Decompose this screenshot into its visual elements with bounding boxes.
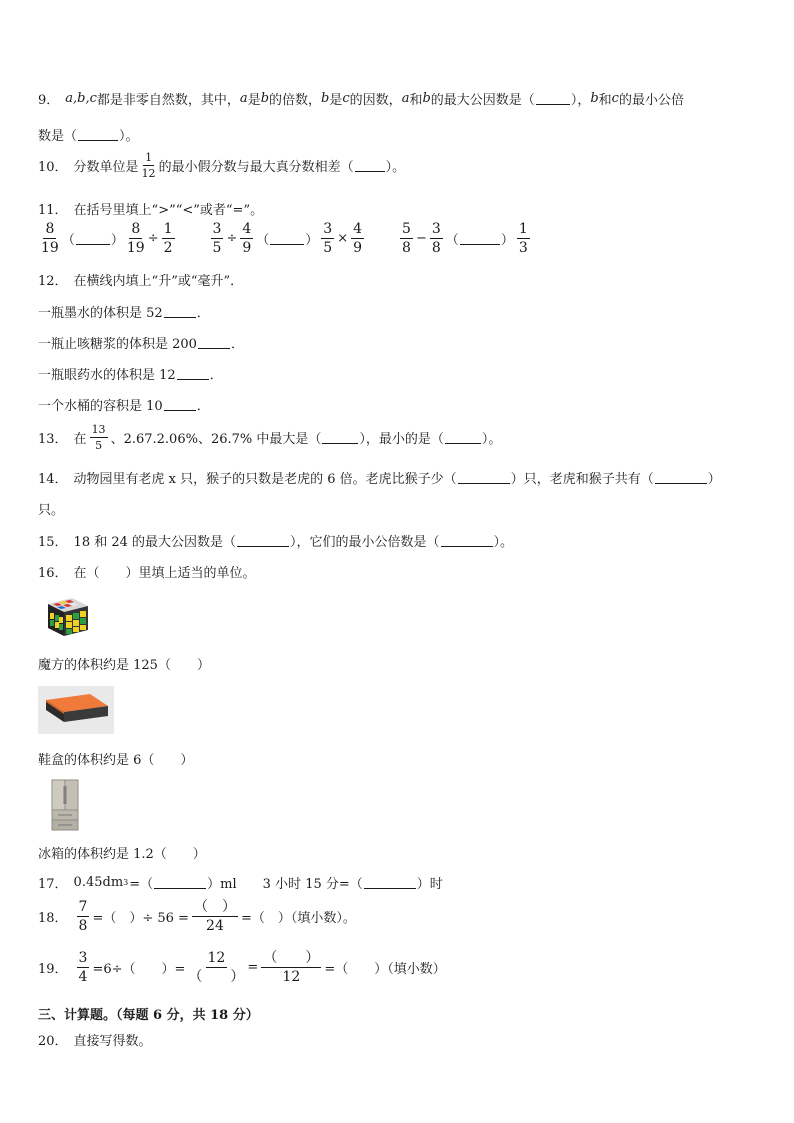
fraction: $\frac{8}{19}$ — [126, 221, 145, 256]
question-9-line2 — [38, 125, 139, 144]
question-9 — [38, 89, 684, 108]
question-11-comparisons — [38, 222, 533, 255]
fraction — [77, 951, 90, 984]
paren: ） — [500, 233, 514, 248]
question-text: 的最大公因数是（ — [430, 93, 535, 108]
question-text: ）。 — [481, 432, 502, 447]
denominator: 12 — [141, 167, 156, 180]
item-text: 冰箱的体积约是 1.2（ ） — [38, 847, 206, 862]
punct: ． — [196, 306, 210, 321]
question-text: ） — [707, 472, 721, 487]
question-16-item-3 — [38, 843, 206, 862]
numerator: 7 — [78, 899, 88, 915]
superscript: 3 — [123, 878, 129, 887]
question-text: 在 — [73, 432, 87, 447]
question-17 — [38, 873, 443, 892]
paren: （ — [445, 233, 459, 248]
answer-blank[interactable] — [364, 876, 416, 889]
item-text: 一瓶墨水的体积是 52 — [38, 306, 163, 321]
question-text: =（ — [129, 877, 154, 892]
answer-blank[interactable] — [270, 232, 304, 245]
question-text: ）。 — [119, 129, 139, 144]
item-text: 鞋盒的体积约是 6（ ） — [38, 753, 194, 768]
question-12 — [38, 270, 243, 289]
fraction: $\frac{5}{8}$ — [402, 221, 411, 256]
fraction: $\frac{1}{2}$ — [163, 221, 173, 256]
answer-blank[interactable] — [198, 336, 230, 349]
question-text: 和 — [409, 93, 423, 108]
fraction — [188, 951, 244, 984]
numerator[interactable]: （ ） — [193, 899, 236, 915]
question-number: 20． — [38, 1034, 68, 1049]
question-11 — [38, 199, 263, 218]
denominator: 12 — [282, 969, 301, 985]
question-number: 9． — [38, 93, 60, 108]
question-text: 的倍数， — [269, 93, 322, 108]
shoe-box-icon — [38, 686, 114, 734]
var-a: a — [239, 91, 248, 106]
paren: （ — [61, 233, 75, 248]
question-text: ）只，老虎和猴子共有（ — [510, 472, 654, 487]
question-12-item-1 — [38, 302, 210, 321]
question-text: =（ ）（填小数）。 — [240, 911, 356, 926]
var-c: c — [611, 91, 619, 106]
fraction — [261, 951, 321, 984]
item-text: 一个水桶的容积是 10 — [38, 399, 163, 414]
denominator: 5 — [95, 439, 103, 452]
answer-blank[interactable] — [76, 232, 110, 245]
question-16-item-2 — [38, 749, 193, 768]
question-13 — [38, 424, 501, 451]
numerator: 12 — [207, 950, 226, 966]
section-3-title — [38, 1004, 259, 1023]
var-b: b — [260, 91, 270, 106]
answer-blank[interactable] — [164, 398, 196, 411]
fraction — [90, 424, 108, 451]
operator: = — [247, 960, 259, 975]
answer-blank[interactable] — [445, 431, 481, 444]
question-text: 0.45dm — [73, 875, 124, 890]
question-text: 18 和 24 的最大公因数是（ — [73, 535, 237, 550]
question-text: 、2.67.2.06%、26.7% 中最大是（ — [110, 432, 322, 447]
question-text: 在（ ）里填上适当的单位。 — [73, 566, 256, 581]
question-text: 是 — [247, 93, 261, 108]
question-text: 的最小公倍 — [618, 93, 684, 108]
question-12-item-2 — [38, 333, 244, 352]
var-c: c — [342, 91, 350, 106]
fraction: $\frac{3}{5}$ — [212, 221, 222, 256]
question-12-item-4 — [38, 395, 210, 414]
answer-blank[interactable] — [441, 534, 493, 547]
question-text: 和 — [598, 93, 612, 108]
section-title: 三、计算题。（每题 6 分，共 18 分） — [38, 1008, 259, 1023]
answer-blank[interactable] — [460, 232, 500, 245]
question-text: ）ml — [207, 877, 237, 892]
numerator: 3 — [78, 950, 88, 966]
denominator: 4 — [78, 969, 88, 985]
punct: ． — [196, 399, 210, 414]
answer-blank[interactable] — [536, 92, 570, 105]
fraction: $\frac{4}{9}$ — [242, 221, 252, 256]
question-text: 在括号里填上“>”“<”或者“=”。 — [73, 203, 264, 218]
variables: a,b,c — [65, 91, 97, 106]
question-number: 16． — [38, 566, 68, 581]
question-text: ），最小的是（ — [359, 432, 444, 447]
question-text: =（ ）（填小数） — [324, 962, 446, 977]
var-b: b — [321, 91, 330, 106]
item-text: 魔方的体积约是 125（ ） — [38, 658, 210, 673]
refrigerator-icon — [46, 778, 82, 832]
numerator: 13 — [91, 423, 106, 436]
paren: （ — [256, 233, 270, 248]
question-text: 动物园里有老虎 x 只，猴子的只数是老虎的 6 倍。老虎比猴子少（ — [73, 472, 457, 487]
fraction: $\frac{8}{19}$ — [41, 221, 59, 256]
question-text: 直接写得数。 — [73, 1034, 152, 1049]
fraction: $\frac{3}{5}$ — [323, 221, 333, 256]
var-a: a — [401, 91, 410, 106]
fraction: $\frac{4}{9}$ — [353, 221, 363, 256]
question-text: ）时 — [416, 877, 443, 892]
answer-blank[interactable] — [78, 128, 118, 141]
question-text: 3 小时 15 分=（ — [262, 877, 363, 892]
fraction — [77, 900, 90, 933]
numerator[interactable]: （ ） — [263, 950, 320, 966]
question-20 — [38, 1030, 152, 1049]
answer-blank[interactable] — [355, 159, 385, 172]
fraction: $\frac{3}{8}$ — [431, 221, 441, 256]
question-15 — [38, 531, 513, 550]
question-16-item-1 — [38, 654, 210, 673]
fraction — [192, 900, 238, 933]
operator: × — [337, 231, 349, 246]
question-text: 都是非零自然数，其中， — [96, 93, 240, 108]
question-18 — [38, 900, 356, 933]
answer-blank[interactable] — [458, 471, 510, 484]
item-text: 一瓶止咳糖浆的体积是 200 — [38, 337, 197, 352]
question-16 — [38, 562, 256, 581]
question-text: ），它们的最小公倍数是（ — [290, 535, 440, 550]
question-14-line2 — [38, 499, 64, 518]
question-text: =（ ）÷ 56 = — [92, 911, 189, 926]
question-number: 13． — [38, 432, 68, 447]
question-text: ）， — [570, 93, 591, 108]
rubiks-cube-icon — [44, 594, 92, 640]
answer-blank[interactable] — [655, 471, 707, 484]
question-12-item-3 — [38, 364, 223, 383]
question-number: 17． — [38, 877, 68, 892]
question-text: 在横线内填上“升”或“毫升”． — [73, 274, 244, 289]
question-text: =6÷（ ）= — [92, 962, 186, 977]
answer-blank[interactable] — [164, 305, 196, 318]
question-number: 10． — [38, 160, 68, 175]
question-number: 19． — [38, 962, 68, 977]
question-text: 只。 — [38, 503, 65, 518]
operator: − — [415, 231, 427, 246]
fraction — [142, 152, 156, 179]
operator: ÷ — [226, 231, 238, 246]
answer-blank[interactable] — [237, 534, 289, 547]
denominator[interactable]: （ ） — [188, 969, 245, 985]
answer-blank[interactable] — [154, 876, 206, 889]
question-number: 18． — [38, 911, 68, 926]
question-text: 是 — [329, 93, 343, 108]
var-b: b — [590, 91, 599, 106]
paren: ） — [110, 233, 124, 248]
question-number: 11． — [38, 203, 68, 218]
question-text: 数是（ — [38, 129, 78, 144]
question-text: 的因数， — [349, 93, 402, 108]
question-text: ）。 — [385, 160, 406, 175]
question-19 — [38, 951, 446, 984]
question-text: ）。 — [493, 535, 514, 550]
denominator: 8 — [78, 918, 88, 934]
numerator: 1 — [145, 151, 153, 164]
question-number: 15． — [38, 535, 68, 550]
answer-blank[interactable] — [322, 431, 358, 444]
paren: ） — [305, 233, 319, 248]
question-14 — [38, 468, 721, 487]
question-text: 分数单位是 — [73, 160, 139, 175]
question-text: 的最小假分数与最大真分数相差（ — [158, 160, 354, 175]
question-number: 12． — [38, 274, 68, 289]
answer-blank[interactable] — [177, 367, 209, 380]
item-text: 一瓶眼药水的体积是 12 — [38, 368, 176, 383]
denominator: 24 — [206, 918, 224, 934]
var-b: b — [422, 91, 431, 106]
punct: ． — [209, 368, 223, 383]
punct: ． — [230, 337, 244, 352]
question-10 — [38, 152, 405, 179]
question-number: 14． — [38, 472, 68, 487]
fraction: $\frac{1}{3}$ — [518, 221, 528, 256]
operator: ÷ — [147, 231, 159, 246]
